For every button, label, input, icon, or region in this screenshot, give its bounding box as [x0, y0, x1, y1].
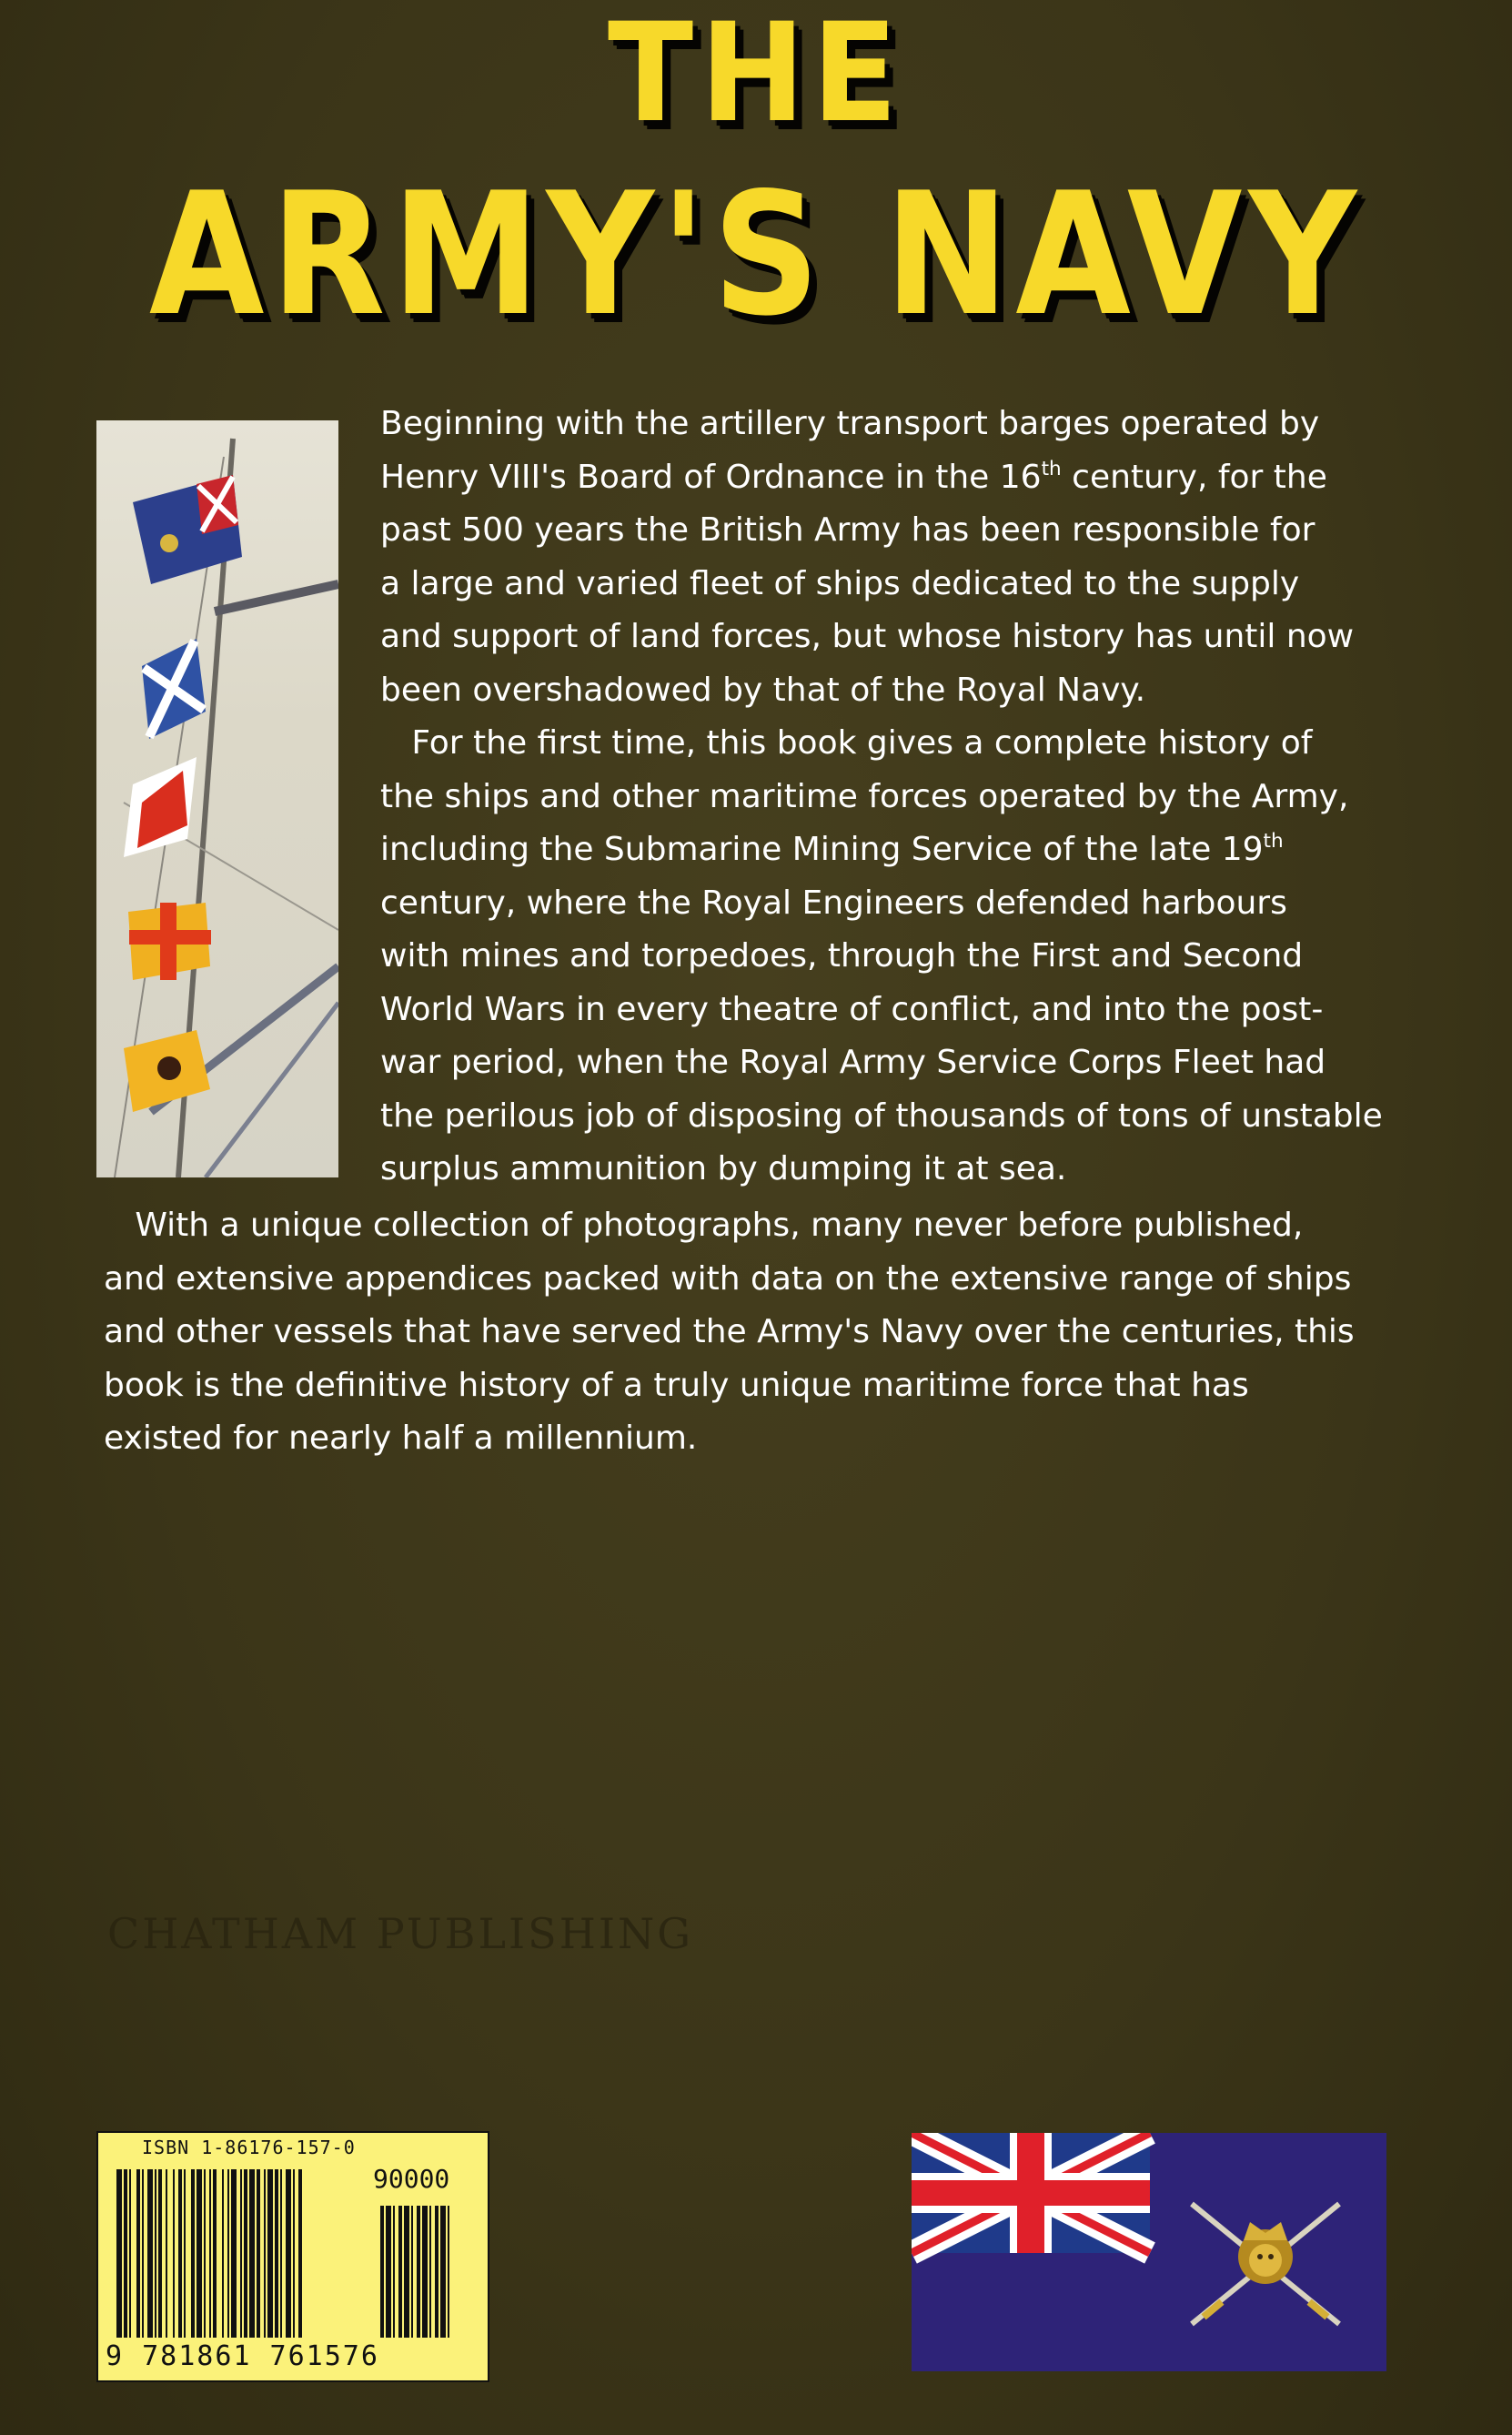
barcode-bar [209, 2169, 211, 2338]
barcode-bar [222, 2169, 224, 2338]
barcode-bar [440, 2206, 446, 2338]
blurb-line: a large and varied fleet of ships dedicated to the supply [380, 564, 1300, 602]
barcode-bar [393, 2206, 395, 2338]
barcode-bars-icon [111, 2169, 475, 2342]
blurb-paragraph-1 [380, 398, 1354, 717]
price-code: 90000 [373, 2164, 450, 2194]
publisher-imprint: CHATHAM PUBLISHING [107, 1909, 693, 1958]
barcode-bar [204, 2169, 206, 2338]
blurb-line: and extensive appendices packed with data on the extensive range of ships [104, 1259, 1352, 1298]
barcode-bar [298, 2169, 302, 2338]
blurb-paragraph-2 [380, 717, 1383, 1197]
barcode-bar [244, 2169, 247, 2338]
barcode-bar [411, 2206, 413, 2338]
isbn-text: ISBN 1-86176-157-0 [142, 2137, 356, 2158]
barcode-bar [267, 2169, 273, 2338]
barcode-bar [136, 2169, 140, 2338]
blurb-paragraph-3 [104, 1199, 1355, 1466]
barcode-bar [429, 2206, 431, 2338]
blurb-line: including the Submarine Mining Service of the late 19th [380, 830, 1284, 868]
barcode-bar [240, 2169, 242, 2338]
title-line-2: ARMY'S NAVY [148, 156, 1364, 353]
ean-digits: 9 781861 761576 [106, 2340, 379, 2372]
barcode-bar [231, 2169, 237, 2338]
barcode-bar [191, 2169, 195, 2338]
barcode-bar [264, 2169, 266, 2338]
barcode-bar [286, 2169, 291, 2338]
blurb-line: Henry VIII's Board of Ordnance in the 16th century, for the [380, 457, 1327, 496]
barcode-bar [184, 2169, 186, 2338]
barcode-bar [249, 2169, 255, 2338]
barcode-bar [166, 2169, 167, 2338]
barcode-bar [422, 2206, 428, 2338]
barcode-bar [155, 2169, 156, 2338]
barcode-bar [158, 2169, 162, 2338]
title-line-1: THE [608, 0, 904, 153]
blurb-line: Beginning with the artillery transport barges operated by [380, 405, 1320, 442]
barcode-bar [129, 2169, 131, 2338]
barcode-bar [275, 2169, 278, 2338]
barcode-bar [448, 2206, 449, 2338]
blurb-line: century, where the Royal Engineers defended harbours [380, 884, 1287, 922]
barcode-bar [142, 2169, 144, 2338]
barcode-bar [404, 2206, 409, 2338]
blurb-line: past 500 years the British Army has been responsible for [380, 511, 1315, 549]
blurb-line: war period, when the Royal Army Service Corps Fleet had [380, 1044, 1326, 1081]
barcode-bar [280, 2169, 282, 2338]
blurb-line: the perilous job of disposing of thousands of tons of unstable [380, 1096, 1383, 1135]
barcode-bar [227, 2169, 229, 2338]
barcode-bar [435, 2206, 438, 2338]
blurb-line: World Wars in every theatre of conflict, and into the post- [380, 990, 1324, 1028]
blurb-line: the ships and other maritime forces operated by the Army, [380, 777, 1349, 815]
blurb-line: book is the definitive history of a truly unique maritime force that has [104, 1366, 1249, 1404]
barcode-label [96, 2131, 489, 2382]
barcode-bar [173, 2169, 175, 2338]
barcode-bar [380, 2206, 384, 2338]
blurb-line: For the first time, this book gives a complete history of [380, 724, 1313, 762]
barcode-bar [213, 2169, 217, 2338]
barcode-bar [197, 2169, 202, 2338]
barcode-bar [257, 2169, 260, 2338]
barcode-bar [293, 2169, 295, 2338]
army-ensign-flag-icon [912, 2133, 1386, 2371]
blurb-line: and other vessels that have served the Army's Navy over the centuries, this [104, 1313, 1355, 1350]
barcode-bar [178, 2169, 182, 2338]
barcode-bar [417, 2206, 420, 2338]
barcode-bar [124, 2169, 127, 2338]
barcode-bar [386, 2206, 391, 2338]
blurb-line: and support of land forces, but whose history has until now [380, 618, 1355, 655]
blurb-line: surplus ammunition by dumping it at sea. [380, 1150, 1067, 1187]
blurb-line: With a unique collection of photographs, many never before published, [104, 1207, 1304, 1244]
signal-flags-photo [96, 420, 338, 1177]
barcode-bar [147, 2169, 153, 2338]
barcode-bar [398, 2206, 402, 2338]
blurb-line: with mines and torpedoes, through the First and Second [380, 937, 1304, 975]
signal-flags-illustration [96, 420, 338, 1177]
blurb-line: been overshadowed by that of the Royal Navy. [380, 671, 1146, 709]
barcode-bar [116, 2169, 122, 2338]
blurb-line: existed for nearly half a millennium. [104, 1420, 698, 1457]
